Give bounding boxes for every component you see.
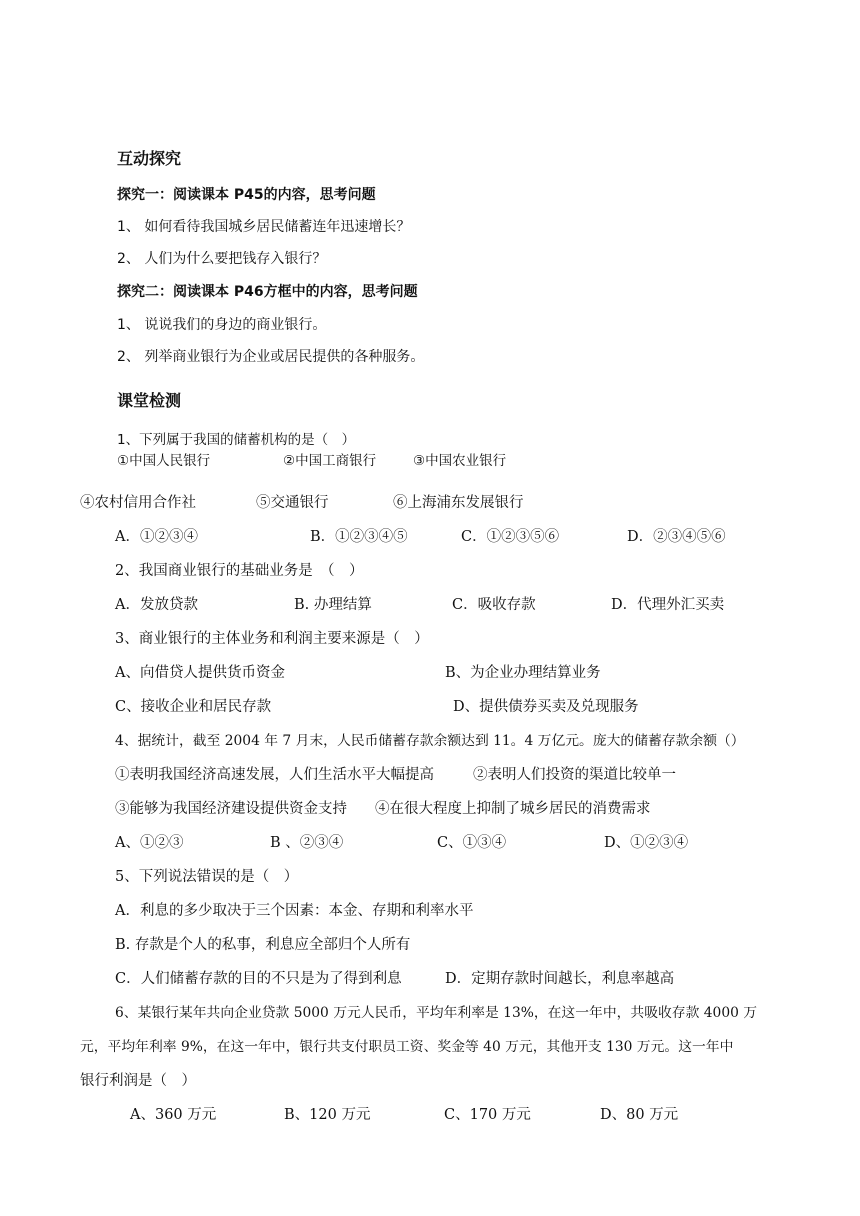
q4-stem: 4、据统计，截至 2004 年 7 月末，人民币储蓄存款余额达到 11。4 万亿元。庞大的储蓄存款余额（） [115,733,745,749]
q5-option-a: A．利息的多少取决于三个因素：本金、存期和利率水平 [115,903,474,919]
q6-option-c: C、170 万元 [444,1107,531,1123]
explore2-question-1: 1、 说说我们的身边的商业银行。 [117,317,327,333]
q6-option-a: A、360 万元 [130,1107,217,1123]
q2-option-d: D．代理外汇买卖 [611,597,725,613]
q4-option-c: C、①③④ [437,835,507,851]
q3-option-c: C、接收企业和居民存款 [115,699,272,715]
q3-option-d: D、提供债券买卖及兑现服务 [453,699,639,715]
q4-statement: ④在很大程度上抑制了城乡居民的消费需求 [375,801,651,817]
q1-option-c: C．①②③⑤⑥ [461,529,560,545]
q2-option-a: A．发放贷款 [115,597,198,613]
explore2-heading: 探究二：阅读课本 P46方框中的内容，思考问题 [117,284,418,300]
q4-statement: ③能够为我国经济建设提供资金支持 [115,801,347,817]
q1-choice: ⑤交通银行 [256,495,329,511]
q1-choice: ②中国工商银行 [283,453,377,469]
q4-statement: ①表明我国经济高速发展，人们生活水平大幅提高 [115,767,434,783]
q4-option-d: D、①②③④ [604,835,689,851]
q2-stem: 2、我国商业银行的基础业务是 （ ） [115,563,364,579]
q5-stem: 5、下列说法错误的是（ ） [115,869,299,885]
q1-stem: 1、下列属于我国的储蓄机构的是（ ） [117,432,356,448]
explore1-question-1: 1、 如何看待我国城乡居民储蓄连年迅速增长？ [117,219,411,235]
q2-option-b: B. 办理结算 [294,597,372,613]
explore1-heading: 探究一：阅读课本 P45的内容，思考问题 [117,187,376,203]
explore2-question-2: 2、 列举商业银行为企业或居民提供的各种服务。 [117,349,425,365]
q1-option-b: B．①②③④⑤ [310,529,408,545]
q4-statement: ②表明人们投资的渠道比较单一 [473,767,676,783]
q1-option-a: A．①②③④ [115,529,198,545]
q5-option-b: B. 存款是个人的私事，利息应全部归个人所有 [115,937,411,953]
q6-stem-line1: 6、某银行某年共向企业贷款 5000 万元人民币，平均年利率是 13%，在这一年中，共吸收存款 4000 万 [115,1005,758,1021]
q6-stem-line2: 元，平均年利率 9%，在这一年中，银行共支付职员工资、奖金等 40 万元，其他开支 130 万元。这一年中 [80,1039,734,1055]
q4-option-a: A、①②③ [115,835,184,851]
q1-choice: ④农村信用合作社 [80,495,196,511]
q6-option-b: B、120 万元 [284,1107,371,1123]
q5-option-d: D．定期存款时间越长，利息率越高 [445,971,675,987]
q1-choice: ①中国人民银行 [117,453,211,469]
q5-option-c: C．人们储蓄存款的目的不只是为了得到利息 [115,971,402,987]
q3-option-b: B、为企业办理结算业务 [445,665,601,681]
explore1-question-2: 2、 人们为什么要把钱存入银行？ [117,251,327,267]
section-title-test: 课堂检测 [117,391,182,410]
q3-option-a: A、向借贷人提供货币资金 [115,665,285,681]
q1-choice: ⑥上海浦东发展银行 [393,495,524,511]
section-title-interactive: 互动探究 [117,149,182,168]
q6-stem-line3: 银行利润是（ ） [80,1073,196,1089]
q1-option-d: D．②③④⑤⑥ [627,529,726,545]
q3-stem: 3、商业银行的主体业务和利润主要来源是（ ） [115,631,429,647]
q2-option-c: C．吸收存款 [452,597,536,613]
q6-option-d: D、80 万元 [600,1107,679,1123]
q1-choice: ③中国农业银行 [413,453,507,469]
q4-option-b: B 、②③④ [270,835,344,851]
